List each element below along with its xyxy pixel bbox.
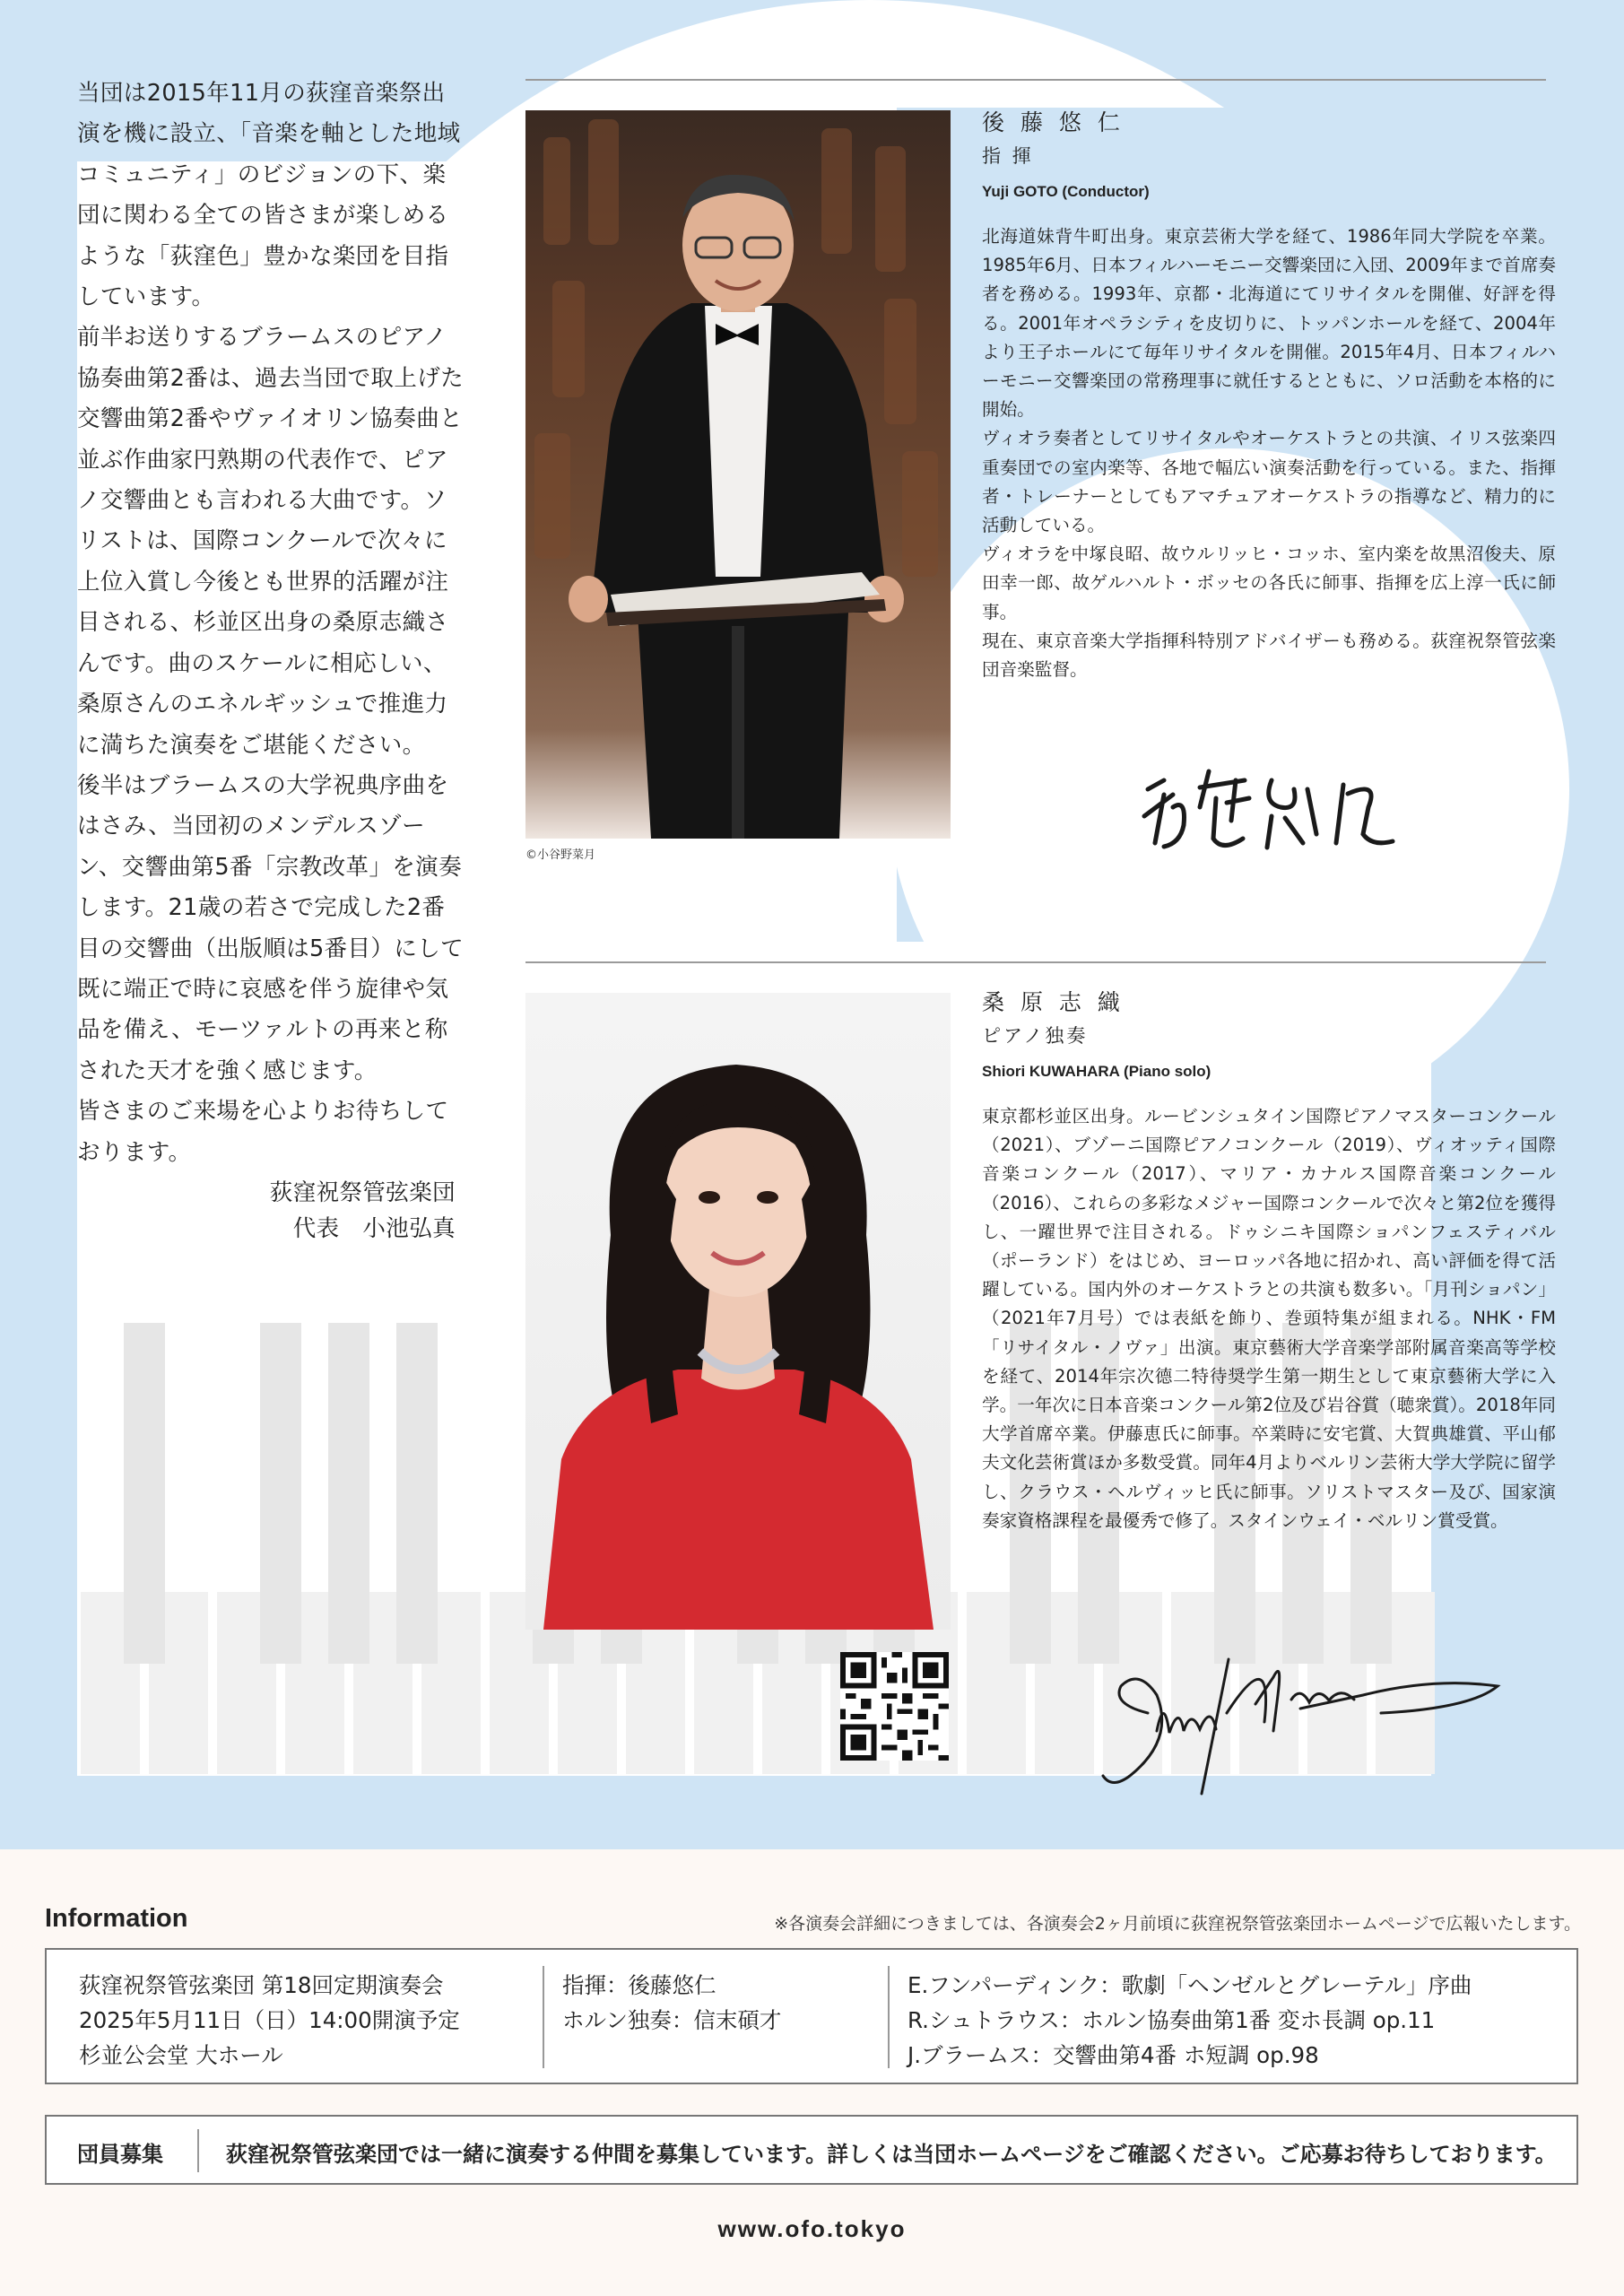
conductor-bio-paragraph: 北海道妹背牛町出身。東京芸術大学を経て、1986年同大学院を卒業。1985年6月、日本フィルハーモニー交響楽団に入団、2009年まで首席奏者を務める。1993年、京都・北海道にてリサイタルを開催、好評を得る。2001年オペラシティを皮切りに、トッパンホールを経て、2004年より王子ホールにて毎年リサイタルを開催。2015年4月、日本フィルハーモニー交響楽団の常務理事に就任するとともに、ソロ活動を本格的に開始。 xyxy=(982,226,1556,421)
column-divider xyxy=(543,1966,544,2068)
conductor-english-name: Yuji GOTO (Conductor) xyxy=(982,183,1150,200)
photo-credit: ©小谷野菜月 xyxy=(525,848,596,862)
concert-program xyxy=(908,1968,1472,2073)
horn-soloist-credit: ホルン独奏：信末碩才 xyxy=(562,2007,782,2033)
conductor-signature xyxy=(1137,753,1424,861)
qr-code[interactable] xyxy=(840,1652,949,1761)
recruitment-text: 荻窪祝祭管弦楽団では一緒に演奏する仲間を募集しています。詳しくは当団ホームページをご確認ください。ご応募お待ちしております。 xyxy=(226,2142,1557,2167)
signature-org: 荻窪祝祭管弦楽団 xyxy=(269,1178,456,1206)
intro-paragraph: 皆さまのご来場を心よりお待ちしております。 xyxy=(77,1098,449,1166)
intro-paragraph: 前半お送りするブラームスのピアノ協奏曲第2番は、過去当団で取上げた交響曲第2番やヴァイオリン協奏曲と並ぶ作曲家円熟期の代表作で、ピアノ交響曲とも言われる大曲です。ソリストは、国際コンクールで次々に上位入賞し今後とも世界的活躍が注目される、杉並区出身の桑原志織さんです。曲のスケールに相応しい、桑原さんのエネルギッシュで推進力に満ちた演奏をご堪能ください。 xyxy=(77,324,465,759)
concert-details xyxy=(79,1968,460,2073)
soloist-signature xyxy=(1094,1623,1507,1803)
soloist-profile xyxy=(982,987,1556,1535)
concert-venue: 杉並公会堂 大ホール xyxy=(79,2042,283,2068)
conductor-profile xyxy=(982,108,1556,684)
intro-text xyxy=(77,74,465,1247)
conductor-photo xyxy=(525,110,951,839)
conductor-bio-paragraph: ヴィオラ奏者としてリサイタルやオーケストラとの共演、イリス弦楽四重奏団での室内楽等、各地で幅広い演奏活動を行っている。また、指揮者・トレーナーとしてもアマチュアオーケストラの指導など、精力的に活動している。 xyxy=(982,428,1556,536)
conductor-bio-paragraph: 現在、東京音楽大学指揮科特別アドバイザーも務める。荻窪祝祭管弦楽団音楽監督。 xyxy=(982,630,1556,681)
signature-name: 代表 小池弘真 xyxy=(292,1214,456,1242)
concert-title: 荻窪祝祭管弦楽団 第18回定期演奏会 xyxy=(79,1972,444,1998)
concert-info-box xyxy=(45,1948,1578,2084)
concert-performers xyxy=(562,1968,781,2038)
divider-rule xyxy=(525,961,1546,963)
soloist-photo xyxy=(525,993,951,1630)
soloist-name: 桑 原 志 織 xyxy=(982,989,1125,1015)
website-url[interactable]: www.ofo.tokyo xyxy=(717,2215,907,2242)
info-title: Information xyxy=(45,1904,188,1933)
program-item: J.ブラームス：交響曲第4番 ホ短調 op.98 xyxy=(908,2042,1319,2068)
program-item: E.フンパーディンク：歌劇「ヘンゼルとグレーテル」序曲 xyxy=(908,1972,1472,1998)
conductor-credit: 指揮：後藤悠仁 xyxy=(562,1972,716,1998)
column-divider xyxy=(888,1966,890,2068)
conductor-bio xyxy=(982,222,1556,684)
conductor-name: 後 藤 悠 仁 xyxy=(982,109,1125,135)
recruitment-label: 団員募集 xyxy=(77,2142,163,2167)
concert-date: 2025年5月11日（日）14:00開演予定 xyxy=(79,2007,460,2033)
soloist-bio: 東京都杉並区出身。ルービンシュタイン国際ピアノマスターコンクール（2021）、ブゾーニ国際ピアノコンクール（2019）、ヴィオッティ国際音楽コンクール（2017）、マリア・カナルス国際音楽コンクール（2016）、これらの多彩なメジャー国際コンクールで次々と第2位を獲得し、一躍世界で注目される。ドゥシニキ国際ショパンフェスティバル（ポーランド）をはじめ、ヨーロッパ各地に招かれ、高い評価を得て活躍している。国内外のオーケストラとの共演も数多い。「月刊ショパン」（2021年7月号）では表紙を飾り、巻頭特集が組まれる。NHK・FM「リサイタル・ノヴァ」出演。東京藝術大学音楽学部附属音楽高等学校を経て、2014年宗次德二特待奨学生第一期生として東京藝術大学に入学。一年次に日本音楽コンクール第2位及び岩谷賞（聴衆賞）。2018年同大学首席卒業。伊藤恵氏に師事。卒業時に安宅賞、大賀典雄賞、平山郁夫文化芸術賞ほか多数受賞。同年4月よりベルリン芸術大学大学院に留学し、クラウス・ヘルヴィッヒ氏に師事。ソリストマスター及び、国家演奏家資格課程を最優秀で修了。スタインウェイ・ベルリン賞受賞。 xyxy=(982,1106,1556,1531)
divider-rule xyxy=(525,79,1546,81)
soloist-english-name: Shiori KUWAHARA (Piano solo) xyxy=(982,1063,1211,1080)
intro-paragraph: 当団は2015年11月の荻窪音楽祭出演を機に設立、「音楽を軸とした地域コミュニティ」のビジョンの下、楽団に関わる全ての皆さまが楽しめるような「荻窪色」豊かな楽団を目指しています。 xyxy=(77,80,461,311)
soloist-role: ピアノ独奏 xyxy=(982,1025,1089,1047)
recruitment-divider xyxy=(197,2129,199,2172)
conductor-role: 指 揮 xyxy=(982,145,1034,167)
conductor-bio-paragraph: ヴィオラを中塚良昭、故ウルリッヒ・コッホ、室内楽を故黒沼俊夫、原田幸一郎、故ゲルハルト・ボッセの各氏に師事、指揮を広上淳一氏に師事。 xyxy=(982,544,1556,622)
info-note: ※各演奏会詳細につきましては、各演奏会2ヶ月前頃に荻窪祝祭管弦楽団ホームページで広報いたします。 xyxy=(774,1914,1581,1934)
recruitment-box xyxy=(45,2115,1578,2185)
program-item: R.シュトラウス：ホルン協奏曲第1番 変ホ長調 op.11 xyxy=(908,2007,1436,2033)
intro-paragraph: 後半はブラームスの大学祝典序曲をはさみ、当団初のメンデルスゾーン、交響曲第5番「宗教改革」を演奏します。21歳の若さで完成した2番目の交響曲（出版順は5番目）にして既に端正で時に哀感を伴う旋律や気品を備え、モーツァルトの再来と称された天才を強く感じます。 xyxy=(77,771,465,1084)
